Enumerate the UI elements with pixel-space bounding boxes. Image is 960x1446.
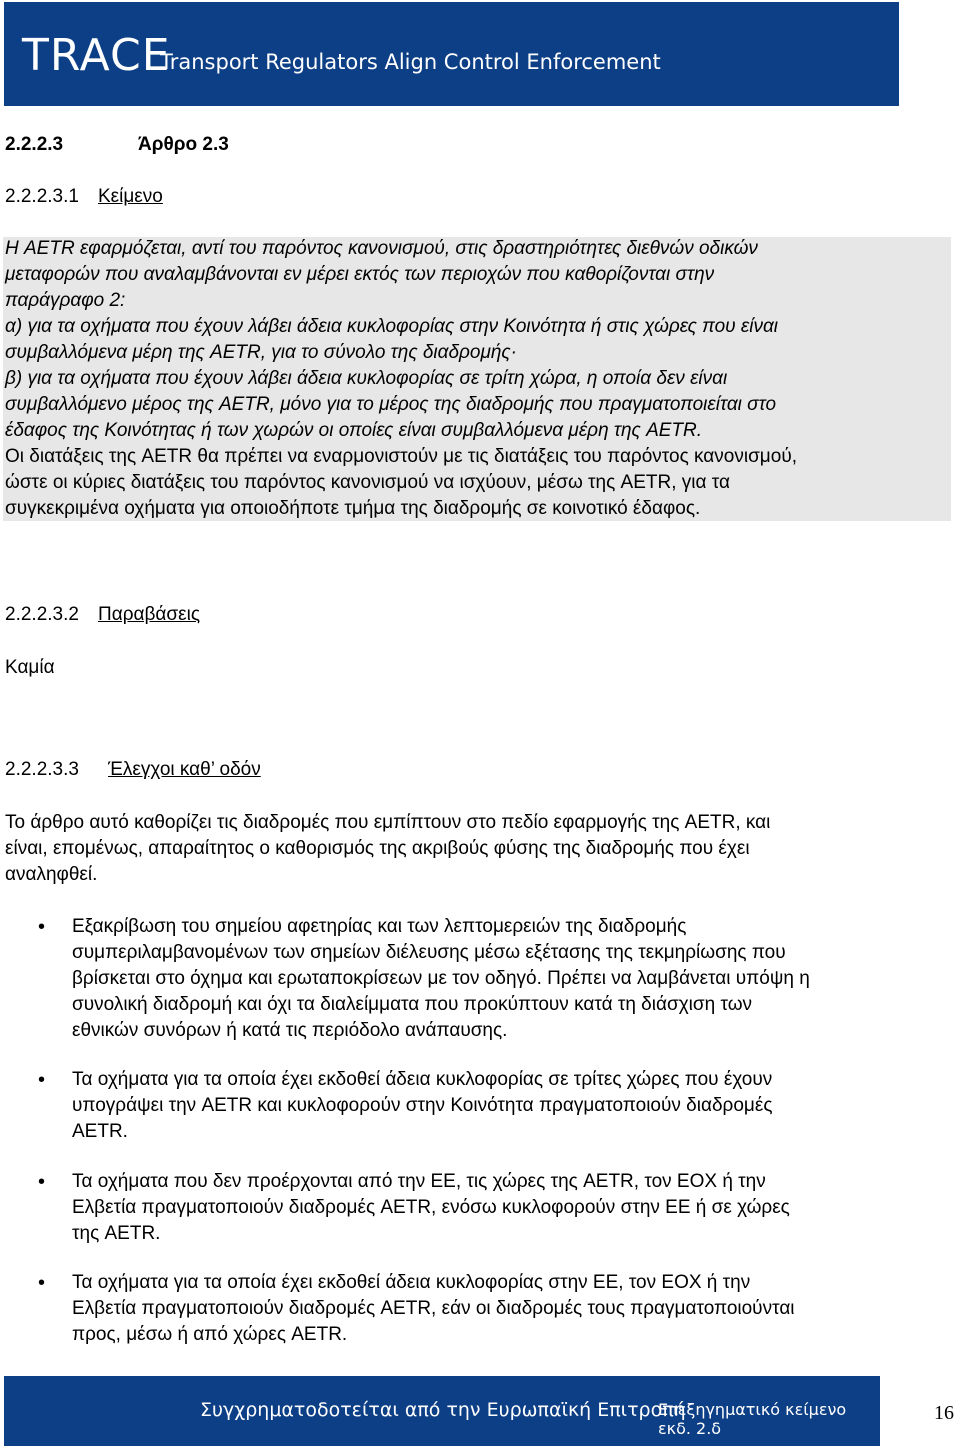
footer-banner [4,1376,880,1446]
article-title: Άρθρο 2.3 [138,134,229,155]
legal-text-line: β) για τα οχήματα που έχουν λάβει άδεια κυκλοφορίας σε τρίτη χώρα, η οποία δεν είναι [5,368,728,389]
section-checks-title: Έλεγχοι καθ’ οδόν [108,759,261,780]
bullet-text-line: συνολική διαδρομή και όχι τα διαλείμματα που προκύπτουν κατά τη διάσχιση των [72,994,753,1015]
bullet-text-line: Τα οχήματα για τα οποία έχει εκδοθεί άδεια κυκλοφορίας στην ΕΕ, τον ΕΟΧ ή την [72,1272,751,1293]
bullet-icon: • [38,1272,46,1294]
legal-text-line: α) για τα οχήματα που έχουν λάβει άδεια κυκλοφορίας στην Κοινότητα ή στις χώρες που είναι [5,316,778,337]
section-violations-title: Παραβάσεις [98,604,200,625]
checks-intro-line: αναληφθεί. [5,864,98,885]
checks-intro-line: Το άρθρο αυτό καθορίζει τις διαδρομές που εμπίπτουν στο πεδίο εφαρμογής της AETR, και [5,812,771,833]
section-text-title: Κείμενο [98,186,163,207]
trace-logo: TRACE [22,30,171,81]
header-tagline: Transport Regulators Align Control Enforcement [160,50,661,74]
article-number: 2.2.2.3 [5,134,64,155]
bullet-text-line: Τα οχήματα που δεν προέρχονται από την ΕΕ, τις χώρες της AETR, τον ΕΟΧ ή την [72,1171,766,1192]
legal-text-line: συγκεκριμένα οχήματα για οποιοδήποτε τμήμα της διαδρομής σε κοινοτικό έδαφος. [5,498,701,519]
bullet-text-line: της AETR. [72,1223,161,1244]
legal-text-line: συμβαλλόμενα μέρη της AETR, για το σύνολο της διαδρομής· [5,342,517,363]
legal-text-line: μεταφορών που αναλαμβάνονται εν μέρει εκτός των περιοχών που καθορίζονται στην [5,264,715,285]
bullet-text-line: εθνικών συνόρων ή κατά τις περιόδολο ανάπαυσης. [72,1020,508,1041]
legal-text-line: ώστε οι κύριες διατάξεις του παρόντος κανονισμού να ισχύουν, μέσω της AETR, για τα [5,472,730,493]
section-violations-number: 2.2.2.3.2 [5,604,79,625]
legal-text-line: Οι διατάξεις της AETR θα πρέπει να εναρμονιστούν με τις διατάξεις του παρόντος κανονισμού, [5,446,797,467]
bullet-text-line: Ελβετία πραγματοποιούν διαδρομές AETR, ενόσω κυκλοφορούν στην ΕΕ ή σε χώρες [72,1197,790,1218]
bullet-icon: • [38,1171,46,1193]
document-version: Επεξηγηματικό κείμενο εκδ. 2.δ [658,1400,847,1438]
bullet-text-line: Εξακρίβωση του σημείου αφετηρίας και των λεπτομερειών της διαδρομής [72,916,687,937]
bullet-text-line: Τα οχήματα για τα οποία έχει εκδοθεί άδεια κυκλοφορίας σε τρίτες χώρες που έχουν [72,1069,773,1090]
bullet-icon: • [38,916,46,938]
bullet-text-line: υπογράψει την AETR και κυκλοφορούν στην Κοινότητα πραγματοποιούν διαδρομές [72,1095,773,1116]
legal-text-line: παράγραφο 2: [5,290,126,311]
section-violations-body: Καμία [5,657,55,678]
bullet-text-line: AETR. [72,1121,128,1142]
bullet-text-line: συμπεριλαμβανομένων των σημείων διέλευσης μέσω εξέτασης της τεκμηρίωσης που [72,942,786,963]
bullet-text-line: βρίσκεται στο όχημα και ερωταποκρίσεων με τον οδηγό. Πρέπει να λαμβάνεται υπόψη η [72,968,810,989]
funding-note: Συγχρηματοδοτείται από την Ευρωπαϊκή Επιτροπή [200,1399,686,1421]
section-text-number: 2.2.2.3.1 [5,186,79,207]
checks-intro-line: είναι, επομένως, απαραίτητος ο καθορισμός της ακριβούς φύσης της διαδρομής που έχει [5,838,750,859]
page-number: 16 [934,1402,954,1424]
legal-text-line: Η AETR εφαρμόζεται, αντί του παρόντος κανονισμού, στις δραστηριότητες διεθνών οδικών [5,238,758,259]
legal-text-line: έδαφος της Κοινότητας ή των χωρών οι οποίες είναι συμβαλλόμενα μέρη της AETR. [5,420,703,441]
legal-text-line: συμβαλλόμενο μέρος της AETR, μόνο για το μέρος της διαδρομής που πραγματοποιείται στο [5,394,777,415]
bullet-text-line: προς, μέσω ή από χώρες AETR. [72,1324,348,1345]
bullet-text-line: Ελβετία πραγματοποιούν διαδρομές AETR, εάν οι διαδρομές τους πραγματοποιούνται [72,1298,795,1319]
section-checks-number: 2.2.2.3.3 [5,759,79,780]
bullet-icon: • [38,1069,46,1091]
